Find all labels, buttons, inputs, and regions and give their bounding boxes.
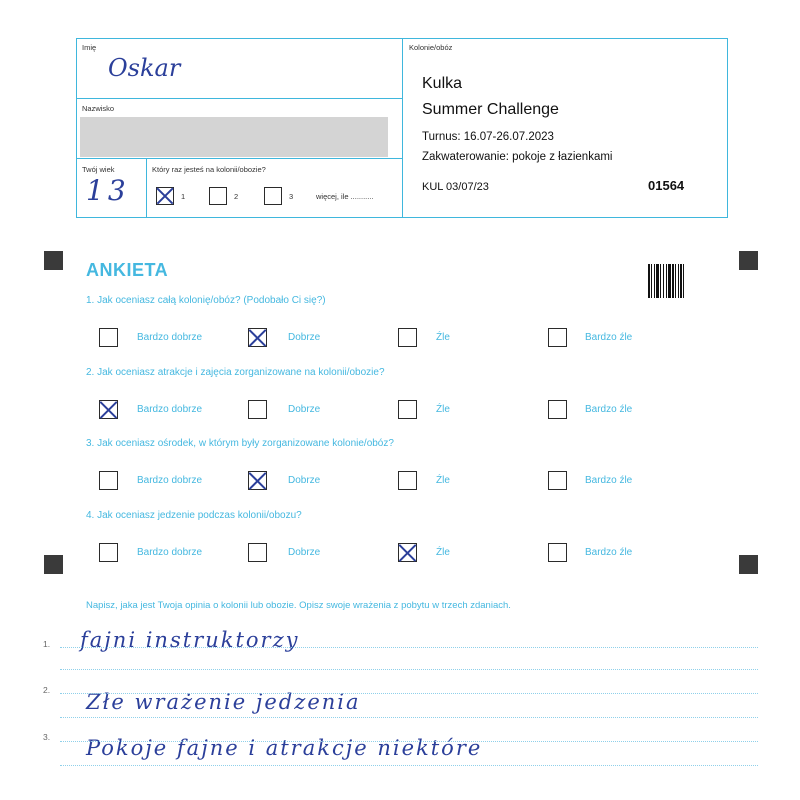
- times-label: Który raz jesteś na kolonii/obozie?: [152, 165, 266, 174]
- opinion-line-3-number: 3.: [43, 732, 51, 742]
- opinion-line-1-number: 1.: [43, 639, 51, 649]
- first-name-value[interactable]: Oskar: [108, 54, 181, 82]
- times-checkbox-1[interactable]: [156, 187, 174, 205]
- times-more-label: więcej, ile ...........: [316, 192, 374, 201]
- camp-label: Kolonie/obóz: [409, 43, 453, 52]
- registration-marker-top-left: [44, 251, 63, 270]
- header-divider-vertical: [402, 38, 403, 218]
- camp-name-line2: Summer Challenge: [422, 101, 559, 118]
- question-3-option-1-checkbox[interactable]: [99, 471, 118, 490]
- opinion-line-1-dots: [60, 647, 758, 648]
- times-option-2-label: 2: [234, 192, 239, 201]
- question-1-text: 1. Jak oceniasz całą kolonię/obóz? (Podobało Ci się?): [86, 295, 326, 306]
- question-1-option-3-label: Źle: [436, 332, 450, 343]
- question-4-text: 4. Jak oceniasz jedzenie podczas kolonii/obozu?: [86, 510, 302, 521]
- question-2-option-3-label: Źle: [436, 404, 450, 415]
- question-1-option-2-label: Dobrze: [288, 332, 321, 343]
- question-3-text: 3. Jak oceniasz ośrodek, w którym były zorganizowane kolonie/obóz?: [86, 438, 394, 449]
- opinion-line-2-text[interactable]: Złe wrażenie jedzenia: [86, 690, 361, 714]
- barcode-image: [648, 264, 702, 298]
- question-4-option-1-checkbox[interactable]: [99, 543, 118, 562]
- question-3-option-4-checkbox[interactable]: [548, 471, 567, 490]
- times-checkbox-2[interactable]: [209, 187, 227, 205]
- opinion-line-1b-dots: [60, 669, 758, 670]
- question-2-option-1-label: Bardzo dobrze: [137, 404, 203, 415]
- question-4-option-2-checkbox[interactable]: [248, 543, 267, 562]
- camp-code: KUL 03/07/23: [422, 181, 489, 193]
- opinion-line-2-dots: [60, 693, 758, 694]
- question-1-option-2-checkbox[interactable]: [248, 328, 267, 347]
- question-2-text: 2. Jak oceniasz atrakcje i zajęcia zorganizowane na kolonii/obozie?: [86, 367, 385, 378]
- question-4-option-4-label: Bardzo źle: [585, 547, 633, 558]
- age-label: Twój wiek: [82, 165, 115, 174]
- question-3-option-1-label: Bardzo dobrze: [137, 475, 203, 486]
- question-1-option-4-label: Bardzo źle: [585, 332, 633, 343]
- header-divider-age-col: [146, 158, 147, 218]
- times-option-1-label: 1: [181, 192, 186, 201]
- opinion-line-2-number: 2.: [43, 685, 51, 695]
- surname-redacted-field: [80, 117, 388, 157]
- opinion-line-1-text[interactable]: fajni instruktorzy: [80, 628, 300, 652]
- question-3-option-2-label: Dobrze: [288, 475, 321, 486]
- question-4-option-3-label: Źle: [436, 547, 450, 558]
- surname-label: Nazwisko: [82, 104, 115, 113]
- question-1-option-4-checkbox[interactable]: [548, 328, 567, 347]
- opinion-line-2b-dots: [60, 717, 758, 718]
- registration-marker-bottom-left: [44, 555, 63, 574]
- header-divider-age: [76, 158, 402, 159]
- question-4-option-1-label: Bardzo dobrze: [137, 547, 203, 558]
- question-2-option-2-checkbox[interactable]: [248, 400, 267, 419]
- opinion-line-3b-dots: [60, 765, 758, 766]
- question-2-option-4-checkbox[interactable]: [548, 400, 567, 419]
- question-3-option-2-checkbox[interactable]: [248, 471, 267, 490]
- header-divider-name: [76, 98, 402, 99]
- question-3-option-3-checkbox[interactable]: [398, 471, 417, 490]
- turnus-text: Turnus: 16.07-26.07.2023: [422, 131, 554, 143]
- times-checkbox-3[interactable]: [264, 187, 282, 205]
- question-3-option-4-label: Bardzo źle: [585, 475, 633, 486]
- question-3-option-3-label: Źle: [436, 475, 450, 486]
- opinion-line-3-text[interactable]: Pokoje fajne i atrakcje niektóre: [86, 736, 483, 760]
- question-4-option-3-checkbox[interactable]: [398, 543, 417, 562]
- first-name-label: Imię: [82, 43, 97, 52]
- form-number: 01564: [648, 178, 685, 193]
- question-2-option-2-label: Dobrze: [288, 404, 321, 415]
- question-1-option-1-checkbox[interactable]: [99, 328, 118, 347]
- opinion-line-3-dots: [60, 741, 758, 742]
- registration-marker-top-right: [739, 251, 758, 270]
- survey-title: ANKIETA: [86, 260, 169, 280]
- question-2-option-1-checkbox[interactable]: [99, 400, 118, 419]
- question-1-option-3-checkbox[interactable]: [398, 328, 417, 347]
- times-option-3-label: 3: [289, 192, 294, 201]
- question-4-option-4-checkbox[interactable]: [548, 543, 567, 562]
- question-4-option-2-label: Dobrze: [288, 547, 321, 558]
- opinion-prompt: Napisz, jaka jest Twoja opinia o kolonii lub obozie. Opisz swoje wrażenia z pobytu w trzech zdaniach.: [86, 600, 511, 611]
- age-value[interactable]: 13: [86, 174, 130, 207]
- registration-marker-bottom-right: [739, 555, 758, 574]
- camp-name-line1: Kulka: [422, 75, 463, 92]
- question-1-option-1-label: Bardzo dobrze: [137, 332, 203, 343]
- question-2-option-3-checkbox[interactable]: [398, 400, 417, 419]
- question-2-option-4-label: Bardzo źle: [585, 404, 633, 415]
- accommodation-text: Zakwaterowanie: pokoje z łazienkami: [422, 151, 613, 163]
